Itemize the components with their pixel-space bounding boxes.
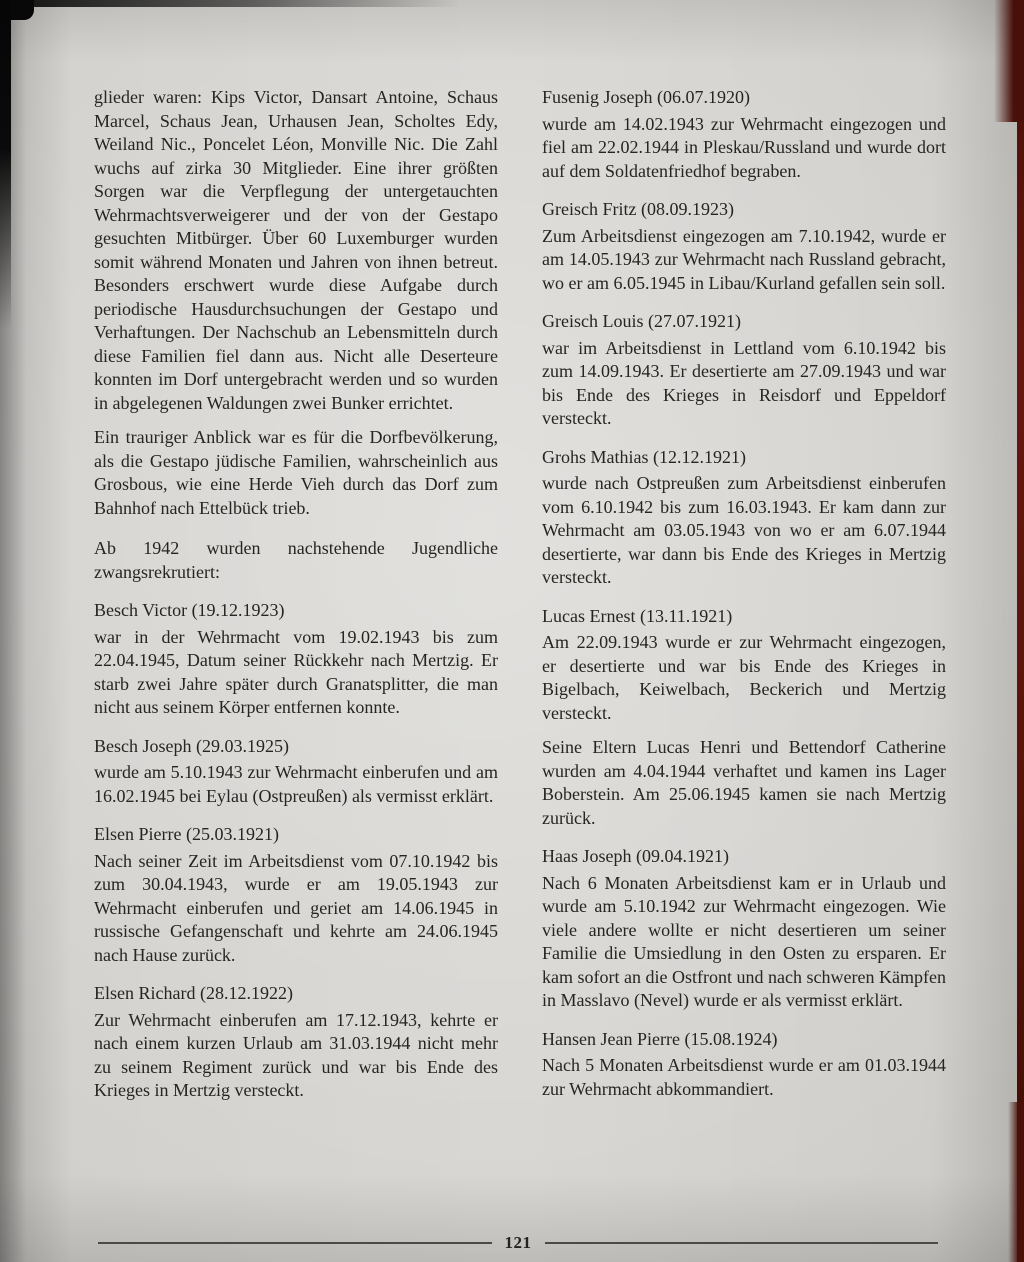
entry-body-grohs-mathias: wurde nach Ostpreußen zum Arbeitsdienst einberufen vom 6.10.1942 bis zum 16.03.1943. Er kam dann zur Wehrmacht am 03.05.1943 von wo er am 6.07.1944 desertierte, war dann bis Ende des Krieges in Mertzig versteckt. (542, 473, 946, 587)
scan-top-right-corner-artifact (994, 0, 1024, 122)
paragraph-recruits-intro: Ab 1942 wurden nachstehende Jugendliche zwangsrekrutiert: (94, 538, 498, 582)
entry-body-elsen-richard: Zur Wehrmacht einberufen am 17.12.1943, kehrte er nach einem kurzen Urlaub am 31.03.1944 nicht mehr zu seinem Regiment zurück und war bis Ende des Krieges in Mertzig versteckt. (94, 1009, 498, 1100)
text-column-right (542, 86, 946, 1114)
entry-heading-haas-joseph: Haas Joseph (09.04.1921) (542, 846, 729, 866)
entry-body-haas-joseph: Nach 6 Monaten Arbeitsdienst kam er in Urlaub und wurde am 5.10.1942 zur Wehrmacht eingezogen. Wie viele andere wollte er nicht desertieren um seiner Familie die Umsiedlung in den Osten zu ersparen. Er kam sofort an die Ostfront und nach schweren Kämpfen in Masslavo (Nevel) wurde er als vermisst erklärt. (542, 872, 946, 1010)
entry-body-greisch-louis: war im Arbeitsdienst in Lettland vom 6.10.1942 bis zum 14.09.1943. Er desertierte am 27.09.1943 und war bis Ende des Krieges in Reisdorf und Eppeldorf versteckt. (542, 337, 946, 428)
entry-heading-fusenig-joseph: Fusenig Joseph (06.07.1920) (542, 87, 750, 107)
entry-heading-elsen-pierre: Elsen Pierre (25.03.1921) (94, 824, 279, 844)
footer-rule-right (545, 1242, 939, 1244)
entry-body-fusenig-joseph: wurde am 14.02.1943 zur Wehrmacht eingezogen und fiel am 22.02.1944 in Pleskau/Russland und wurde dort auf dem Soldatenfriedhof begraben. (542, 113, 946, 181)
entry-body-greisch-fritz: Zum Arbeitsdienst eingezogen am 7.10.1942, wurde er am 14.05.1943 zur Wehrmacht nach Russland gebracht, wo er am 6.05.1945 in Libau/Kurland gefallen sein soll. (542, 225, 946, 293)
page-number: 121 (504, 1233, 532, 1252)
page-content (94, 86, 946, 1114)
scan-right-edge-artifact (1017, 0, 1024, 1262)
text-column-left (94, 86, 498, 1114)
page-footer (98, 1233, 938, 1253)
entry-body-besch-joseph: wurde am 5.10.1943 zur Wehrmacht einberufen und am 16.02.1945 bei Eylau (Ostpreußen) als vermisst erklärt. (94, 762, 498, 806)
entry-body-elsen-pierre: Nach seiner Zeit im Arbeitsdienst vom 07.10.1942 bis zum 30.04.1943, wurde er am 19.05.1943 zur Wehrmacht einberufen und geriet am 14.06.1945 in russische Gefangenschaft und kehrte am 24.06.1945 nach Hause zurück. (94, 850, 498, 965)
entry-heading-lucas-ernest: Lucas Ernest (13.11.1921) (542, 605, 733, 626)
entry-heading-grohs-mathias: Grohs Mathias (12.12.1921) (542, 446, 746, 467)
scan-top-edge-artifact (0, 0, 460, 7)
scan-left-edge-artifact (0, 0, 11, 330)
entry-heading-elsen-richard: Elsen Richard (28.12.1922) (94, 983, 293, 1003)
entry-heading-greisch-fritz: Greisch Fritz (08.09.1923) (542, 199, 734, 219)
entry-body-besch-victor: war in der Wehrmacht vom 19.02.1943 bis zum 22.04.1945, Datum seiner Rückkehr nach Mertzig. Er starb zwei Jahre später durch Granatsplitter, die man nicht aus seinem Körper entfernen konnte. (94, 626, 498, 717)
entry-heading-greisch-louis: Greisch Louis (27.07.1921) (542, 311, 741, 331)
scan-bottom-right-corner-artifact (1008, 1102, 1024, 1262)
entry-heading-besch-joseph: Besch Joseph (29.03.1925) (94, 735, 289, 756)
footer-rule-left (98, 1242, 492, 1244)
entry-heading-besch-victor: Besch Victor (19.12.1923) (94, 600, 285, 620)
entry-body-lucas-ernest: Am 22.09.1943 wurde er zur Wehrmacht eingezogen, er desertierte und war bis Ende des Krieges in Bigelbach, Keiwelbach, Beckerich und Mertzig versteckt. (542, 632, 946, 723)
paragraph-gestapo-deportation: Ein trauriger Anblick war es für die Dorfbevölkerung, als die Gestapo jüdische Familien, wahrscheinlich aus Grosbous, wie eine Herde Vieh durch das Dorf zum Bahnhof nach Ettelbück trieb. (94, 427, 498, 518)
entry-body-lucas-ernest-family: Seine Eltern Lucas Henri und Bettendorf Catherine wurden am 4.04.1944 verhaftet und kamen ins Lager Boberstein. Am 25.06.1945 kamen sie nach Mertzig zurück. (542, 737, 946, 828)
entry-body-hansen-jean-pierre: Nach 5 Monaten Arbeitsdienst wurde er am 01.03.1944 zur Wehrmacht abkommandiert. (542, 1055, 946, 1099)
paragraph-members: glieder waren: Kips Victor, Dansart Antoine, Schaus Marcel, Schaus Jean, Urhausen Jean, Scholtes Edy, Weiland Nic., Poncelet Léon, Monville Nic. Die Zahl wuchs auf zirka 30 Mitglieder. Eine ihrer größten Sorgen war die Verpflegung der untergetauchten Wehrmachtsverweigerer und der von der Gestapo gesuchten Mitbürger. Über 60 Luxemburger wurden somit während Monaten und Jahren von ihnen betreut. Besonders erschwert wurde diese Aufgabe durch periodische Hausdurchsuchungen der Gestapo und Verhaftungen. Der Nachschub an Lebensmitteln durch diese Familien fiel dann aus. Nicht alle Deserteure konnten im Dorf untergebracht werden und so wurden in abgelegenen Waldungen zwei Bunker errichtet. (94, 87, 498, 413)
entry-heading-hansen-jean-pierre: Hansen Jean Pierre (15.08.1924) (542, 1028, 778, 1049)
